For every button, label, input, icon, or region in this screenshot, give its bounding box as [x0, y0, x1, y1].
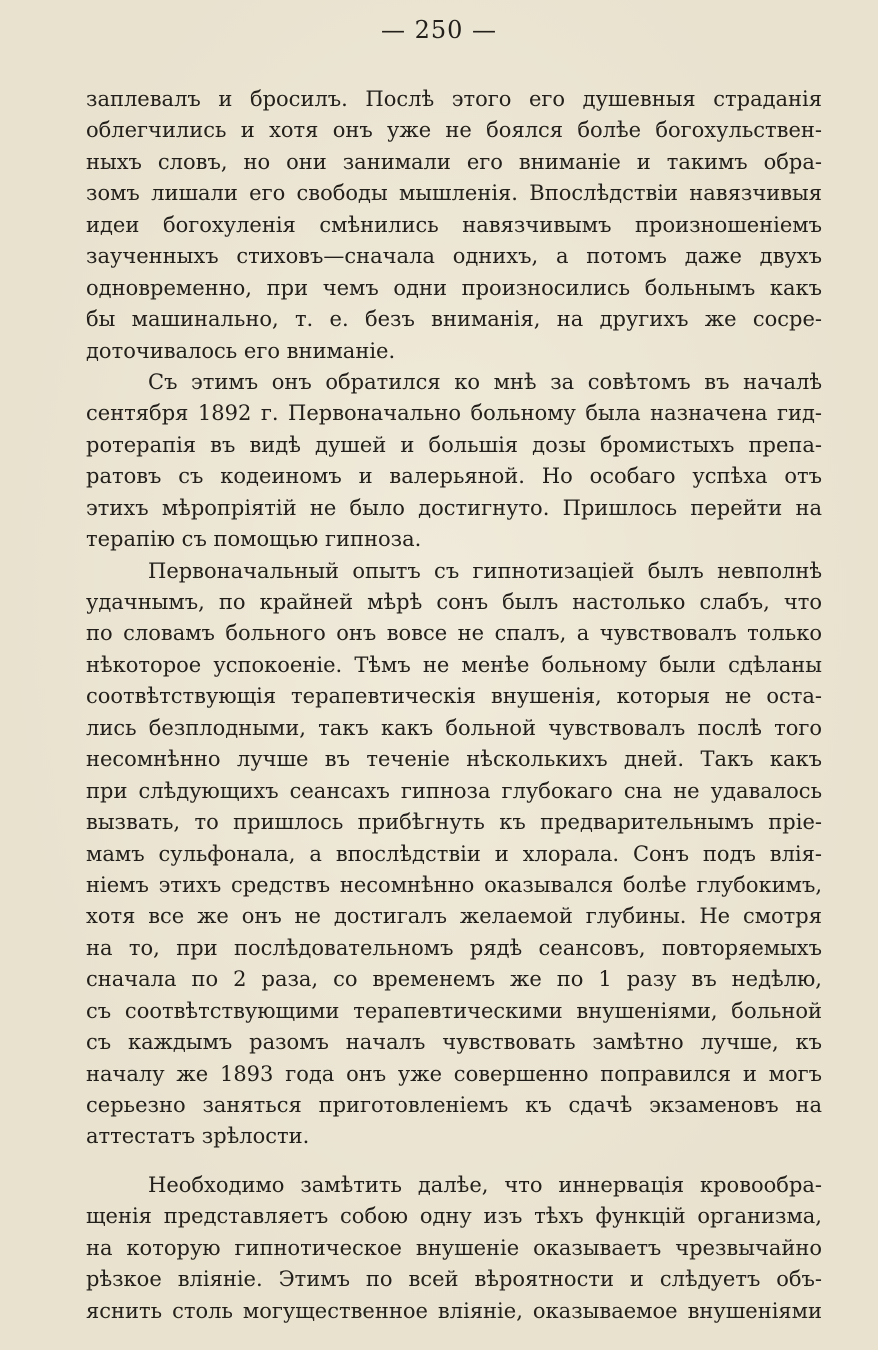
text-line: съ каждымъ разомъ началъ чувствовать замѣтно лучше, къ — [86, 1030, 822, 1055]
text-line: заученныхъ стиховъ—сначала однихъ, а потомъ даже двухъ — [86, 244, 822, 269]
text-line: серьезно заняться приготовленіемъ къ сдачѣ экзаменовъ на — [86, 1093, 822, 1117]
paragraph-2 — [86, 367, 822, 556]
page-number: — 250 — — [380, 16, 498, 44]
text-line: ротерапія въ видѣ душей и большія дозы бромистыхъ препа- — [86, 432, 822, 457]
text-line: Первоначальный опытъ съ гипнотизаціей былъ невполнѣ — [148, 558, 822, 583]
text-line: доточивалось его вниманіе. — [86, 338, 396, 363]
text-line: идеи богохуленія смѣнились навязчивымъ произношеніемъ — [86, 212, 822, 237]
text-line: Съ этимъ онъ обратился ко мнѣ за совѣтомъ въ началѣ — [148, 369, 822, 394]
text-line: заплевалъ и бросилъ. Послѣ этого его душевныя страданія — [86, 87, 822, 111]
text-line: ратовъ съ кодеиномъ и валерьяной. Но особаго успѣха отъ — [86, 464, 822, 489]
text-line: щенія представляетъ собою одну изъ тѣхъ функцій организма, — [86, 1204, 822, 1229]
text-line: на то, при послѣдовательномъ рядѣ сеансовъ, повторяемыхъ — [86, 935, 822, 960]
text-line: лись безплодными, такъ какъ больной чувствовалъ послѣ того — [86, 715, 822, 740]
text-line: удачнымъ, по крайней мѣрѣ сонъ былъ настолько слабъ, что — [86, 590, 822, 614]
paragraph-3 — [86, 556, 822, 1153]
text-line: началу же 1893 года онъ уже совершенно поправился и могъ — [86, 1061, 822, 1086]
text-line: сентября 1892 г. Первоначально больному была назначена гид- — [86, 401, 822, 426]
text-line: бы машинально, т. е. безъ вниманія, на другихъ же сосре- — [86, 307, 822, 332]
paragraph-4 — [86, 1170, 822, 1327]
body-text — [86, 84, 822, 1327]
text-line: яснить столь могущественное вліяніе, оказываемое внушеніями — [86, 1298, 822, 1323]
text-line: одновременно, при чемъ одни произносились больнымъ какъ — [86, 275, 822, 300]
text-line: сначала по 2 раза, со временемъ же по 1 разу въ недѣлю, — [86, 967, 822, 992]
text-line: этихъ мѣропріятій не было достигнуто. Пришлось перейти на — [86, 495, 822, 520]
text-line: вызвать, то пришлось прибѣгнуть къ предварительнымъ пріе- — [86, 810, 822, 835]
text-line: рѣзкое вліяніе. Этимъ по всей вѣроятности и слѣдуетъ объ- — [86, 1267, 822, 1292]
text-line: терапію съ помощью гипноза. — [86, 527, 422, 552]
text-line: несомнѣнно лучше въ теченіе нѣсколькихъ дней. Такъ какъ — [86, 747, 822, 772]
text-line: соотвѣтствующія терапевтическія внушенія, которыя не оста- — [86, 684, 822, 709]
text-line: облегчились и хотя онъ уже не боялся болѣе богохульствен- — [86, 118, 822, 143]
section-gap — [86, 1153, 822, 1170]
text-line: на которую гипнотическое внушеніе оказываетъ чрезвычайно — [86, 1235, 822, 1260]
text-line: по словамъ больного онъ вовсе не спалъ, а чувствовалъ только — [86, 621, 822, 646]
text-line: при слѣдующихъ сеансахъ гипноза глубокаго сна не удавалось — [86, 778, 822, 803]
text-line: аттестатъ зрѣлости. — [86, 1124, 310, 1149]
text-line: ныхъ словъ, но они занимали его вниманіе и такимъ обра- — [86, 149, 822, 174]
text-line: хотя все же онъ не достигалъ желаемой глубины. Не смотря — [86, 904, 822, 929]
paragraph-1 — [86, 84, 822, 367]
text-line: зомъ лишали его свободы мышленія. Впослѣдствіи навязчивыя — [86, 181, 822, 206]
text-line: Необходимо замѣтить далѣе, что иннервація кровообра- — [148, 1172, 822, 1197]
text-line: мамъ сульфонала, а впослѣдствіи и хлорала. Сонъ подъ влія- — [86, 841, 822, 866]
text-line: съ соотвѣтствующими терапевтическими внушеніями, больной — [86, 998, 822, 1023]
text-line: ніемъ этихъ средствъ несомнѣнно оказывался болѣе глубокимъ, — [86, 872, 822, 897]
text-line: нѣкоторое успокоеніе. Тѣмъ не менѣе больному были сдѣланы — [86, 652, 822, 677]
